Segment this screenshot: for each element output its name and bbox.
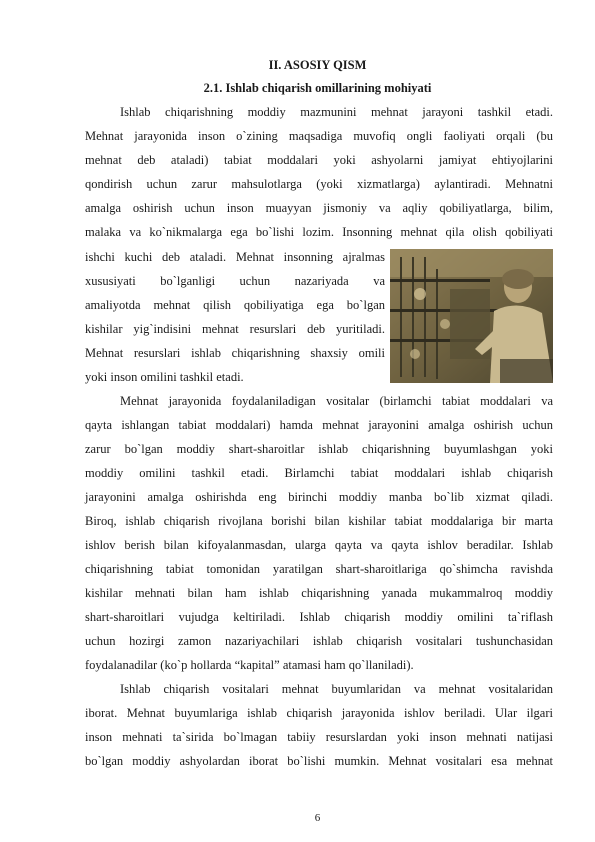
paragraph-line: amaliyotda mehnat qilish qobiliyatiga ega bo`lgan <box>85 298 385 312</box>
section-title: II. ASOSIY QISM <box>268 58 367 72</box>
subsection-title: 2.1. Ishlab chiqarish omillarining mohiyati <box>203 81 432 95</box>
paragraph-line: xususiyati bo`lganligi uchun nazariyada va <box>85 274 385 288</box>
paragraph-line: iborat. Mehnat buyumlariga ishlab chiqarish jarayonida ishlov beriladi. Ular ilgari <box>85 706 553 720</box>
photo-illustration <box>390 249 553 383</box>
paragraph-line: qayta ishlangan tabiat moddalari) hamda mehnat jarayonini amalga oshirish uchun <box>85 418 553 432</box>
paragraph-line: Mehnat jarayonida foydalaniladigan vositalar (birlamchi tabiat moddalari va <box>120 394 553 408</box>
paragraph-line: Mehnat resurslari ishlab chiqarishning shaxsiy omili <box>85 346 385 360</box>
paragraph-line: amalga oshirish uchun inson muayyan jismoniy va aqliy qobiliyatlarga, bilim, <box>85 201 553 215</box>
paragraph-line: uchun hozirgi zamon nazariyachilari ishlab chiqarish vositalari tushunchasidan <box>85 634 553 648</box>
paragraph-line: chiqarishning tabiat tomonidan yaratilgan shart-sharoitlariga qo`shimcha ravishda <box>85 562 553 576</box>
factory-worker-photo <box>390 249 553 383</box>
paragraph-line: bo`lgan moddiy ashyolardan iborat bo`lishi mumkin. Mehnat vositalari esa mehnat <box>85 754 553 768</box>
paragraph-line: shart-sharoitlari vujudga keltiriladi. Ishlab chiqarish moddiy omilini ta`riflash <box>85 610 553 624</box>
paragraph-line: kishilar mehnati bilan ham ishlab chiqarishning yanada mukammalroq moddiy <box>85 586 553 600</box>
paragraph-line: foydalanadilar (ko`p hollarda “kapital” atamasi ham qo`llaniladi). <box>85 658 414 672</box>
paragraph-line: mehnat deb ataladi) tabiat moddalari yoki ashyolarni jamiyat ehtiyojlarini <box>85 153 553 167</box>
paragraph-line: zarur bo`lgan moddiy shart-sharoitlar ishlab chiqarishning buyumlashgan yoki <box>85 442 553 456</box>
paragraph-line: yoki inson omilini tashkil etadi. <box>85 370 244 384</box>
paragraph-line: Ishlab chiqarishning moddiy mazmunini mehnat jarayoni tashkil etadi. <box>120 105 553 119</box>
paragraph-line: Biroq, ishlab chiqarish rivojlana borishi bilan kishilar tabiat moddalariga bir marta <box>85 514 553 528</box>
paragraph-line: moddiy omilini tashkil etadi. Birlamchi tabiat moddalari ishlab chiqarish <box>85 466 553 480</box>
paragraph-line: jarayonini amalga oshirishda eng birinchi moddiy manba bo`lib xizmat qiladi. <box>85 490 553 504</box>
paragraph-line: malaka va ko`nikmalarga ega bo`lishi lozim. Insonning mehnat qila olish qobiliyati <box>85 225 553 239</box>
paragraph-line: ishchi kuchi deb ataladi. Mehnat insonning ajralmas <box>85 250 385 264</box>
page-number: 6 <box>314 812 321 824</box>
paragraph-line: Mehnat jarayonida inson o`zining maqsadiga muvofiq ongli faoliyati orqali (bu <box>85 129 553 143</box>
paragraph-line: inson mehnati ta`sirida bo`lmagan tabiiy resurslardan yoki inson mehnati natijasi <box>85 730 553 744</box>
paragraph-line: Ishlab chiqarish vositalari mehnat buyumlaridan va mehnat vositalaridan <box>120 682 553 696</box>
paragraph-line: ishlov berish bilan kifoyalanmasdan, ularga qayta va qayta ishlov beradilar. Ishlab <box>85 538 553 552</box>
paragraph-line: qondirish uchun zarur mahsulotlarga (yoki xizmatlarga) aylantiradi. Mehnatni <box>85 177 553 191</box>
paragraph-line: kishilar yig`indisini mehnat resurslari deb yuritiladi. <box>85 322 385 336</box>
